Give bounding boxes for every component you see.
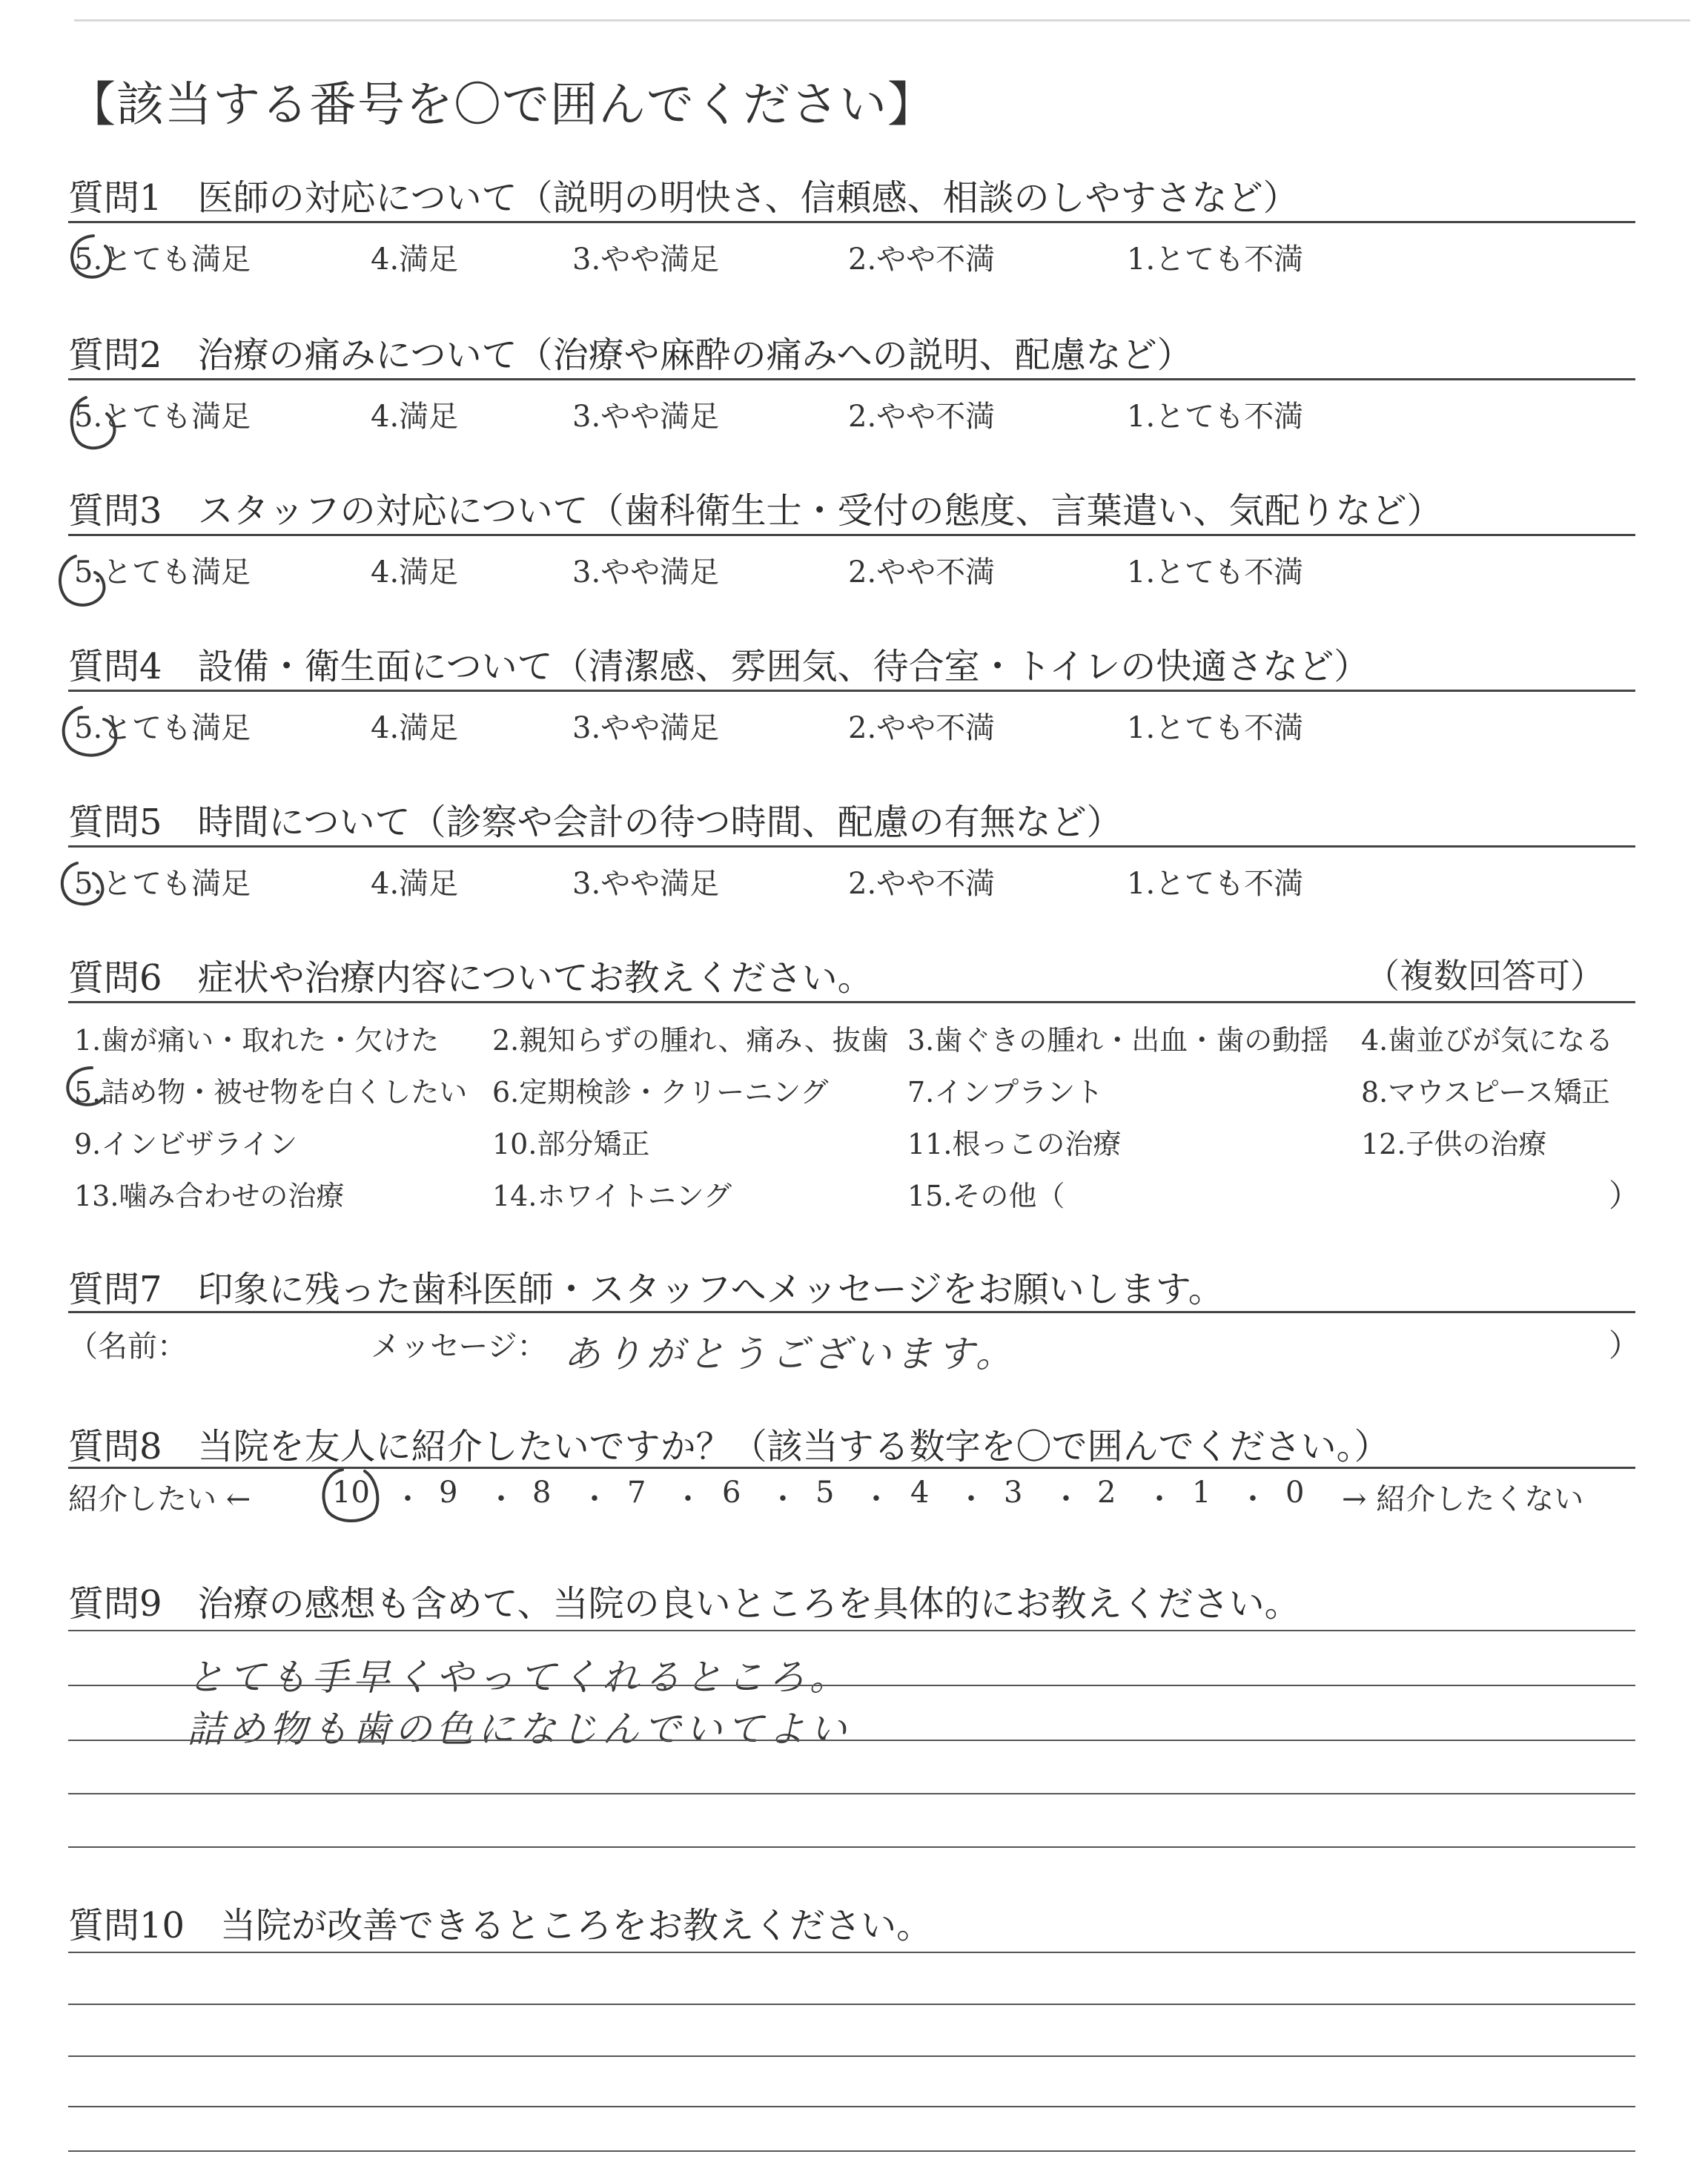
question-4-title bbox=[68, 638, 1369, 689]
recommend-left-label: 紹介したい ← bbox=[68, 1482, 251, 1516]
scale-sep: ・ bbox=[768, 1482, 798, 1516]
recommend-right-label: → 紹介したくない bbox=[1342, 1482, 1584, 1516]
question-number: 質問9 bbox=[68, 1583, 162, 1625]
q2-option-3[interactable]: 3.やや満足 bbox=[572, 400, 720, 434]
scale-sep: ・ bbox=[1051, 1482, 1081, 1516]
q6-item-8[interactable]: 8.マウスピース矯正 bbox=[1361, 1076, 1610, 1109]
scale-0[interactable]: 0 bbox=[1285, 1476, 1305, 1510]
q6-item-13[interactable]: 13.噛み合わせの治療 bbox=[74, 1180, 345, 1212]
q6-item-14[interactable]: 14.ホワイトニング bbox=[492, 1180, 732, 1212]
question-text: 当院を友人に紹介したいですか？（該当する数字を〇で囲んでください。） bbox=[197, 1426, 1390, 1467]
answer-line bbox=[68, 1685, 1635, 1686]
divider bbox=[68, 690, 1635, 692]
q6-item-4[interactable]: 4.歯並びが気になる bbox=[1361, 1024, 1614, 1057]
answer-line bbox=[68, 1630, 1635, 1631]
q5-selection-circle bbox=[52, 856, 119, 915]
page-header: 【該当する番号を〇で囲んでください】 bbox=[68, 78, 936, 133]
q2-option-5[interactable]: 5.とても満足 bbox=[74, 400, 251, 434]
q1-option-3[interactable]: 3.やや満足 bbox=[572, 242, 720, 277]
q2-option-4[interactable]: 4.満足 bbox=[371, 400, 459, 434]
divider bbox=[68, 1001, 1635, 1003]
scale-sep: ・ bbox=[580, 1482, 609, 1516]
scale-9[interactable]: 9 bbox=[439, 1476, 458, 1510]
question-number: 質問6 bbox=[68, 957, 162, 999]
question-text: 当院が改善できるところをお教えください。 bbox=[220, 1905, 933, 1946]
q1-option-2[interactable]: 2.やや不満 bbox=[848, 242, 996, 277]
q6-item-12[interactable]: 12.子供の治療 bbox=[1361, 1128, 1547, 1160]
answer-line bbox=[68, 2055, 1635, 2057]
answer-line bbox=[68, 2150, 1635, 2152]
q8-selection-circle bbox=[316, 1464, 397, 1530]
q6-item-1[interactable]: 1.歯が痛い・取れた・欠けた bbox=[74, 1024, 440, 1057]
q2-option-1[interactable]: 1.とても不満 bbox=[1127, 400, 1304, 434]
scale-7[interactable]: 7 bbox=[627, 1476, 646, 1510]
q3-selection-circle bbox=[49, 546, 123, 612]
q1-option-5[interactable]: 5.とても満足 bbox=[74, 242, 251, 277]
q6-item-6[interactable]: 6.定期検診・クリーニング bbox=[492, 1076, 829, 1109]
scale-3[interactable]: 3 bbox=[1004, 1476, 1023, 1510]
q5-option-3[interactable]: 3.やや満足 bbox=[572, 867, 720, 901]
scale-1[interactable]: 1 bbox=[1192, 1476, 1211, 1510]
answer-line bbox=[68, 1793, 1635, 1794]
answer-line bbox=[68, 2106, 1635, 2107]
question-text: 症状や治療内容についてお教えください。 bbox=[197, 957, 873, 999]
q2-selection-circle bbox=[64, 389, 130, 455]
answer-line bbox=[68, 1952, 1635, 1953]
question-text: 時間について（診察や会計の待つ時間、配慮の有無など） bbox=[197, 802, 1122, 843]
q4-option-3[interactable]: 3.やや満足 bbox=[572, 711, 720, 745]
question-2-title bbox=[68, 326, 1193, 377]
question-8-title bbox=[68, 1418, 1390, 1469]
q4-option-1[interactable]: 1.とても不満 bbox=[1127, 711, 1304, 745]
scale-6[interactable]: 6 bbox=[722, 1476, 741, 1510]
question-number: 質問10 bbox=[68, 1905, 185, 1946]
q2-option-2[interactable]: 2.やや不満 bbox=[848, 400, 996, 434]
q4-option-2[interactable]: 2.やや不満 bbox=[848, 711, 996, 745]
question-1-title bbox=[68, 169, 1299, 220]
question-text: スタッフの対応について（歯科衛生士・受付の態度、言葉遣い、気配りなど） bbox=[197, 490, 1443, 532]
q1-selection-circle bbox=[64, 231, 123, 283]
scale-sep: ・ bbox=[1145, 1482, 1174, 1516]
divider bbox=[68, 378, 1635, 380]
q6-item-7[interactable]: 7.インプラント bbox=[907, 1076, 1104, 1109]
question-text: 印象に残った歯科医師・スタッフへメッセージをお願いします。 bbox=[197, 1269, 1224, 1310]
q6-other-close-paren: ） bbox=[1609, 1178, 1641, 1214]
q3-option-1[interactable]: 1.とても不満 bbox=[1127, 555, 1304, 589]
q4-option-5[interactable]: 5.とても満足 bbox=[74, 711, 251, 745]
question-number: 質問8 bbox=[68, 1426, 162, 1467]
question-9-title bbox=[68, 1575, 1300, 1626]
answer-line bbox=[68, 1846, 1635, 1848]
question-text: 治療の感想も含めて、当院の良いところを具体的にお教えください。 bbox=[197, 1583, 1300, 1625]
q6-item-2[interactable]: 2.親知らずの腫れ、痛み、抜歯 bbox=[492, 1024, 889, 1057]
question-number: 質問1 bbox=[68, 177, 162, 219]
q6-item-15[interactable]: 15.その他（ bbox=[907, 1180, 1065, 1212]
message-label: メッセージ： bbox=[371, 1330, 547, 1364]
scale-sep: ・ bbox=[486, 1482, 516, 1516]
divider bbox=[68, 1311, 1635, 1313]
question-10-title bbox=[68, 1897, 932, 1948]
question-6-title bbox=[68, 949, 873, 1000]
q6-item-9[interactable]: 9.インビザライン bbox=[74, 1128, 298, 1160]
scale-sep: ・ bbox=[1238, 1482, 1268, 1516]
question-text: 治療の痛みについて（治療や麻酔の痛みへの説明、配慮など） bbox=[197, 334, 1193, 376]
divider bbox=[68, 845, 1635, 848]
question-number: 質問2 bbox=[68, 334, 162, 376]
question-number: 質問4 bbox=[68, 646, 162, 687]
answer-line bbox=[68, 2004, 1635, 2005]
answer-line bbox=[68, 1740, 1635, 1741]
question-5-title bbox=[68, 793, 1122, 845]
question-text: 医師の対応について（説明の明快さ、信頼感、相談のしやすさなど） bbox=[197, 177, 1299, 219]
q5-option-5[interactable]: 5.とても満足 bbox=[74, 867, 251, 901]
q4-option-4[interactable]: 4.満足 bbox=[371, 711, 459, 745]
handwritten-message[interactable]: ありがとうございます。 bbox=[563, 1332, 1017, 1375]
q5-option-4[interactable]: 4.満足 bbox=[371, 867, 459, 901]
q1-option-4[interactable]: 4.満足 bbox=[371, 242, 459, 277]
scale-5[interactable]: 5 bbox=[815, 1476, 835, 1510]
question-number: 質問5 bbox=[68, 802, 162, 843]
name-label: （名前： bbox=[68, 1330, 187, 1364]
scan-top-edge bbox=[74, 19, 1690, 22]
q1-option-1[interactable]: 1.とても不満 bbox=[1127, 242, 1304, 277]
scale-sep: ・ bbox=[861, 1482, 891, 1516]
scale-4[interactable]: 4 bbox=[910, 1476, 930, 1510]
q3-option-3[interactable]: 3.やや満足 bbox=[572, 555, 720, 589]
question-3-title bbox=[68, 482, 1443, 533]
scale-2[interactable]: 2 bbox=[1097, 1476, 1116, 1510]
multiple-answers-note: （複数回答可） bbox=[1366, 956, 1604, 996]
q5-option-2[interactable]: 2.やや不満 bbox=[848, 867, 996, 901]
q3-option-5[interactable]: 5.とても満足 bbox=[74, 555, 251, 589]
handwritten-answer-1[interactable]: とても手早くやってくれるところ。 bbox=[187, 1656, 851, 1699]
divider bbox=[68, 534, 1635, 536]
question-number: 質問3 bbox=[68, 490, 162, 532]
question-number: 質問7 bbox=[68, 1269, 162, 1310]
q3-option-4[interactable]: 4.満足 bbox=[371, 555, 459, 589]
scale-sep: ・ bbox=[673, 1482, 703, 1516]
q6-item-5[interactable]: 5.詰め物・被せ物を白くしたい bbox=[74, 1076, 468, 1109]
q6-item-11[interactable]: 11.根っこの治療 bbox=[907, 1128, 1122, 1160]
divider bbox=[68, 1467, 1635, 1469]
message-close-paren: ） bbox=[1609, 1327, 1641, 1364]
q3-option-2[interactable]: 2.やや不満 bbox=[848, 555, 996, 589]
handwritten-answer-2[interactable]: 詰め物も歯の色になじんでいてよい bbox=[187, 1708, 851, 1751]
q6-item-3[interactable]: 3.歯ぐきの腫れ・出血・歯の動揺 bbox=[907, 1024, 1329, 1057]
q6-item-10[interactable]: 10.部分矯正 bbox=[492, 1128, 650, 1160]
scale-sep: ・ bbox=[393, 1482, 423, 1516]
scale-10[interactable]: 10 bbox=[332, 1476, 370, 1510]
divider bbox=[68, 221, 1635, 223]
scale-8[interactable]: 8 bbox=[532, 1476, 552, 1510]
scale-sep: ・ bbox=[956, 1482, 986, 1516]
question-7-title bbox=[68, 1261, 1224, 1312]
q4-selection-circle bbox=[52, 700, 133, 767]
q6-selection-circle bbox=[59, 1062, 119, 1114]
q5-option-1[interactable]: 1.とても不満 bbox=[1127, 867, 1304, 901]
question-text: 設備・衛生面について（清潔感、雰囲気、待合室・トイレの快適さなど） bbox=[197, 646, 1370, 687]
